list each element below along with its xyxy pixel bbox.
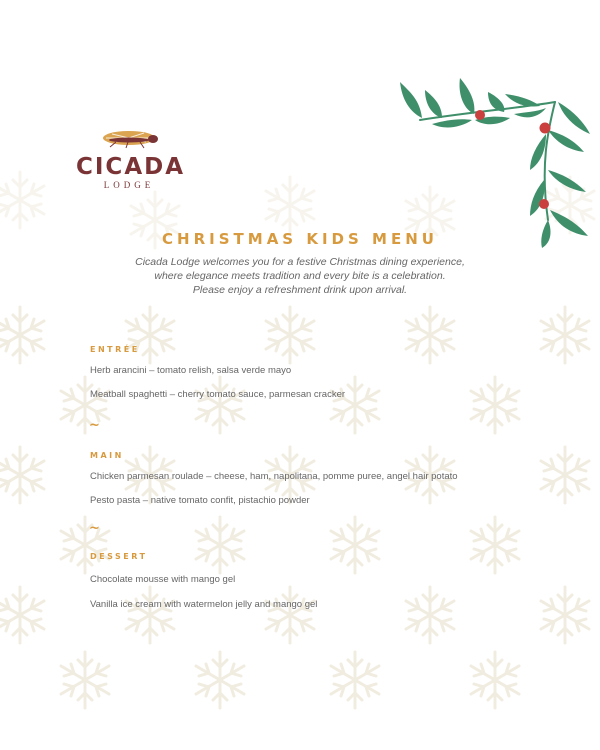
holly-branch-icon [380,70,600,250]
section-separator: ~ [89,418,100,433]
section-heading-dessert: DESSERT [90,552,148,561]
logo-name: CICADA [76,154,186,180]
intro-text [100,255,500,297]
cicada-insect-icon [76,128,182,152]
menu-item: Chicken parmesan roulade – cheese, ham, napolitana, pomme puree, angel hair potato [90,471,458,482]
intro-line: Cicada Lodge welcomes you for a festive Christmas dining experience, [135,256,465,268]
section-heading-entree: ENTRÉE [90,345,140,354]
section-heading-main: MAIN [90,451,124,460]
menu-item: Vanilla ice cream with watermelon jelly and mango gel [90,599,318,610]
section-separator: ~ [89,521,100,536]
page-title: CHRISTMAS KIDS MENU [162,230,438,248]
menu-item: Pesto pasta – native tomato confit, pistachio powder [90,495,310,506]
menu-item: Chocolate mousse with mango gel [90,574,236,585]
intro-line: Please enjoy a refreshment drink upon arrival. [192,284,408,296]
logo-subtitle: LODGE [103,180,155,190]
menu-item: Meatball spaghetti – cherry tomato sauce, parmesan cracker [90,389,346,400]
menu-item: Herb arancini – tomato relish, salsa verde mayo [90,365,292,376]
intro-line: where elegance meets tradition and every bite is a celebration. [154,270,446,282]
cicada-lodge-logo [76,128,186,192]
